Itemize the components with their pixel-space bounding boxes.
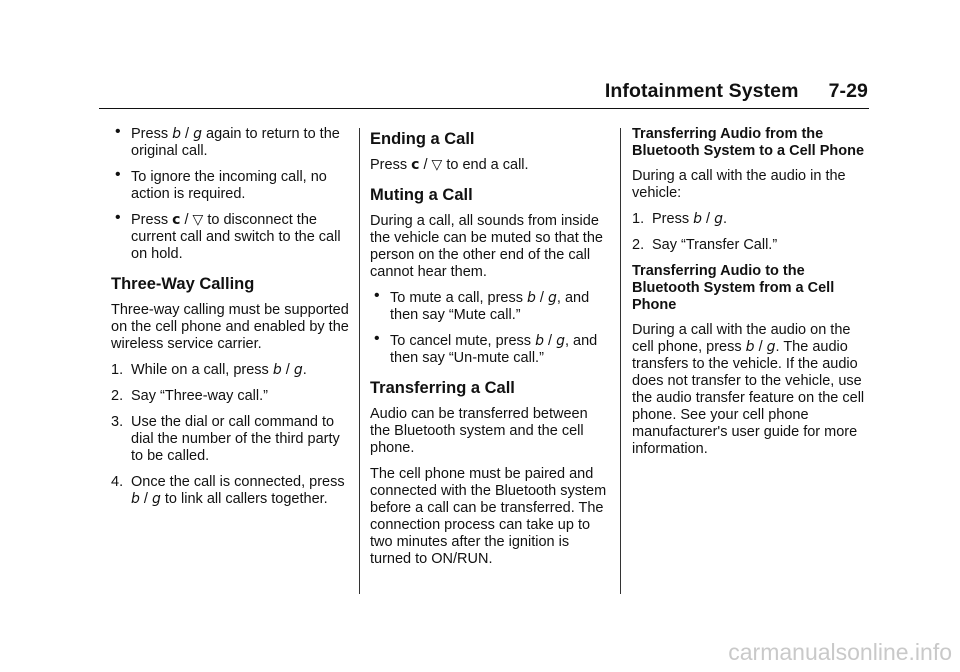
column-3 <box>632 126 872 467</box>
bullet-unmute: • To cancel mute, press b / g, and then say “Un-mute call.” <box>374 330 598 366</box>
paragraph-muting: During a call, all sounds from inside the vehicle can be muted so that the person on the other end of the call cannot hear them. <box>370 213 603 280</box>
phone-icon: g <box>151 491 161 507</box>
heading-muting-a-call: Muting a Call <box>370 186 473 204</box>
phone-icon: g <box>714 211 723 227</box>
bullet-disconnect-call: • Press c / ▽ to disconnect the current call and switch to the call on hold. <box>115 209 341 262</box>
watermark: carmanualsonline.info <box>728 639 952 665</box>
paragraph-transfer-1: Audio can be transferred between the Bluetooth system and the cell phone. <box>370 406 588 456</box>
paragraph-end-call: Press c / ▽ to end a call. <box>370 157 529 173</box>
page-number: 7-29 <box>828 80 868 102</box>
heading-transfer-from-phone: Transferring Audio to the Bluetooth System from a Cell Phone <box>632 263 835 313</box>
paragraph-transfer-to-phone: During a call with the audio in the vehicle: <box>632 168 846 201</box>
step-1: 1. While on a call, press b / g. <box>111 362 307 378</box>
push-to-talk-icon: b <box>535 333 544 349</box>
push-to-talk-icon: b <box>693 211 702 227</box>
bullet-ignore-call: • To ignore the incoming call, no action is required. <box>115 166 327 202</box>
transfer-step-1: 1. Press b / g. <box>632 211 728 227</box>
bullet-return-call: • Press b / g again to return to the original call. <box>115 123 340 159</box>
end-call-icon: ▽ <box>431 157 443 173</box>
heading-three-way-calling: Three-Way Calling <box>111 275 255 293</box>
push-to-talk-icon: b <box>172 126 181 142</box>
paragraph-transfer-from-phone: During a call with the audio on the cell phone, press b / g. The audio transfers to the vehicle. If the audio does not transfer to the vehicle, use the audio transfer feature on the cell phone. See your cell phone manufacturer's user guide for more information. <box>632 322 865 457</box>
heading-transfer-to-phone: Transferring Audio from the Bluetooth System to a Cell Phone <box>632 126 865 159</box>
section-title: Infotainment System <box>604 80 799 102</box>
phone-icon: g <box>548 290 557 306</box>
phone-icon: g <box>556 333 565 349</box>
phone-icon: g <box>766 339 776 355</box>
push-to-talk-icon: b <box>527 290 536 306</box>
end-call-icon: ▽ <box>192 212 204 228</box>
column-2 <box>370 126 610 577</box>
paragraph-transfer-2: The cell phone must be paired and connected with the Bluetooth system before a call can be transferred. The connection process can take up to two minutes after the ignition is turned to ON/RUN. <box>370 466 607 567</box>
heading-transferring-a-call: Transferring a Call <box>370 379 515 397</box>
phone-icon: g <box>293 362 303 378</box>
push-to-talk-icon: b <box>131 491 140 507</box>
column-divider-1 <box>359 128 360 594</box>
heading-ending-a-call: Ending a Call <box>370 130 475 148</box>
push-to-talk-icon: b <box>745 339 755 355</box>
hang-up-icon: c <box>411 157 420 173</box>
bullet-mute: • To mute a call, press b / g, and then say “Mute call.” <box>374 287 590 323</box>
hang-up-icon: c <box>172 212 181 228</box>
phone-icon: g <box>193 126 202 142</box>
column-divider-2 <box>620 128 621 594</box>
step-2: 2. Say “Three-way call.” <box>111 388 268 404</box>
header-rule <box>99 108 869 109</box>
step-4: 4. Once the call is connected, press b / g to link all callers together. <box>111 474 345 507</box>
column-1 <box>111 123 351 517</box>
transfer-step-2: 2. Say “Transfer Call.” <box>632 237 778 253</box>
step-3: 3. Use the dial or call command to dial the number of the third party to be called. <box>111 414 340 464</box>
paragraph-three-way: Three-way calling must be supported on the cell phone and enabled by the wireless service carrier. <box>111 302 349 352</box>
page-header <box>605 80 868 103</box>
push-to-talk-icon: b <box>272 362 282 378</box>
